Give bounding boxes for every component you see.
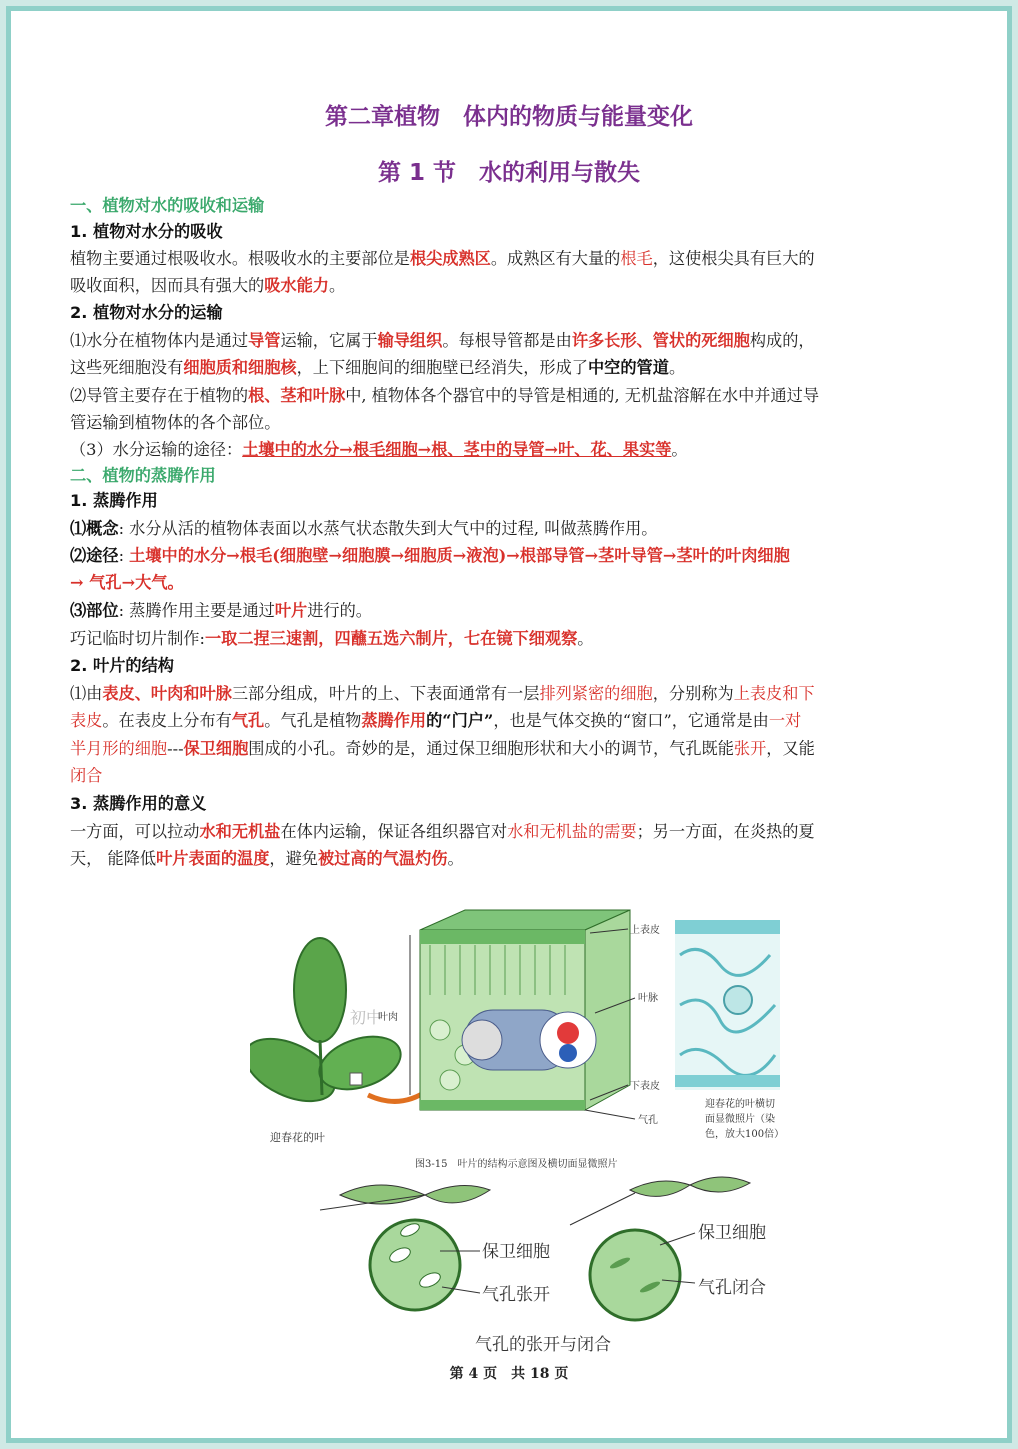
stomata-closed-diagram xyxy=(570,1177,750,1320)
micrograph-caption-3: 色，放大100倍） xyxy=(705,1129,785,1140)
paragraph-line: 这些死细胞没有细胞质和细胞核，上下细胞间的细胞壁已经消失，形成了中空的管道。 xyxy=(70,358,686,377)
paragraph-line: ⑴由表皮、叶肉和叶脉三部分组成，叶片的上、下表面通常有一层排列紧密的细胞，分别称为上表皮和下 xyxy=(70,684,815,703)
paragraph-line: ⑶部位: 蒸腾作用主要是通过叶片进行的。 xyxy=(70,601,372,620)
subheading-absorption: 1. 植物对水分的吸收 xyxy=(70,222,223,241)
subheading-significance: 3. 蒸腾作用的意义 xyxy=(70,794,207,813)
paragraph-line: 吸收面积，因而具有强大的吸水能力。 xyxy=(70,276,346,295)
watermark: 初中 xyxy=(350,1008,383,1027)
micrograph-caption-1: 迎春花的叶横切 xyxy=(705,1099,775,1110)
paragraph-line: 表皮。在表皮上分布有气孔。气孔是植物蒸腾作用的“门户”，也是气体交换的“窗口”，它通常是由一对 xyxy=(70,711,802,730)
section-title: 第 1 节 水的利用与散失 xyxy=(377,160,641,186)
micrograph xyxy=(675,920,780,1090)
stomata-caption: 气孔的张开与闭合 xyxy=(475,1335,611,1355)
paragraph-line: 半月形的细胞---保卫细胞围成的小孔。奇妙的是，通过保卫细胞形状和大小的调节，气孔既能张开，又能 xyxy=(70,739,815,758)
subheading-leaf-structure: 2. 叶片的结构 xyxy=(70,656,174,675)
paragraph-line: ⑵途径: 土壤中的水分→根毛(细胞壁→细胞膜→细胞质→液泡)→根部导管→茎叶导管→茎叶的叶肉细胞 xyxy=(70,546,790,565)
stoma-open-label: 气孔张开 xyxy=(482,1285,550,1305)
paragraph-line: → 气孔→大气。 xyxy=(70,573,184,592)
stoma-closed-label: 气孔闭合 xyxy=(698,1278,766,1298)
vein-label: 叶脉 xyxy=(638,993,658,1004)
figure-caption: 图3-15 叶片的结构示意图及横切面显微照片 xyxy=(415,1159,618,1170)
paragraph-line: 闭合 xyxy=(70,766,103,785)
leaf-illustration xyxy=(250,938,436,1144)
chapter-title: 第二章植物 体内的物质与能量变化 xyxy=(325,104,693,130)
paragraph-line: 一方面，可以拉动水和无机盐在体内运输，保证各组织器官对水和无机盐的需要；另一方面，在炎热的夏 xyxy=(70,822,815,841)
lower-epidermis-label: 下表皮 xyxy=(630,1081,660,1092)
mesophyll-label: 叶肉 xyxy=(378,1012,398,1023)
paragraph-line: （3）水分运输的途径：土壤中的水分→根毛细胞→根、茎中的导管→叶、花、果实等。 xyxy=(70,440,688,459)
paragraph-line: ⑴概念: 水分从活的植物体表面以水蒸气状态散失到大气中的过程, 叫做蒸腾作用。 xyxy=(70,519,658,538)
leaf-cross-section-diagram xyxy=(378,910,630,1110)
paragraph-line: 管运输到植物体的各个部位。 xyxy=(70,413,281,432)
paragraph-line: 植物主要通过根吸收水。根吸收水的主要部位是根尖成熟区。成熟区有大量的根毛，这使根尖具有巨大的 xyxy=(70,249,815,268)
paragraph-line: ⑵导管主要存在于植物的根、茎和叶脉中, 植物体各个器官中的导管是相通的, 无机盐溶解在水中并通过导 xyxy=(70,386,820,405)
page-footer: 第 4 页 共 18 页 xyxy=(449,1366,569,1382)
leaf-label: 迎春花的叶 xyxy=(270,1131,325,1144)
subheading-transpiration: 1. 蒸腾作用 xyxy=(70,491,158,510)
paragraph-line: 巧记临时切片制作:一取二捏三速割，四蘸五选六制片，七在镜下细观察。 xyxy=(70,629,594,648)
paragraph-line: ⑴水分在植物体内是通过导管运输，它属于输导组织。每根导管都是由许多长形、管状的死细胞构成的， xyxy=(70,331,815,350)
guard-cell-label-right: 保卫细胞 xyxy=(698,1223,766,1243)
micrograph-caption-2: 面显微照片（染 xyxy=(705,1114,775,1125)
upper-epidermis-label: 上表皮 xyxy=(630,925,660,936)
subheading-transport: 2. 植物对水分的运输 xyxy=(70,303,223,322)
paragraph-line: 天， 能降低叶片表面的温度，避免被过高的气温灼伤。 xyxy=(70,849,464,868)
heading-absorption-transport: 一、植物对水的吸收和运输 xyxy=(70,196,265,215)
stomata-open-diagram xyxy=(320,1185,490,1310)
guard-cell-label-left: 保卫细胞 xyxy=(482,1242,550,1262)
leaf-structure-figure xyxy=(250,895,790,1355)
stoma-label: 气孔 xyxy=(638,1115,658,1126)
heading-transpiration: 二、植物的蒸腾作用 xyxy=(70,466,216,485)
